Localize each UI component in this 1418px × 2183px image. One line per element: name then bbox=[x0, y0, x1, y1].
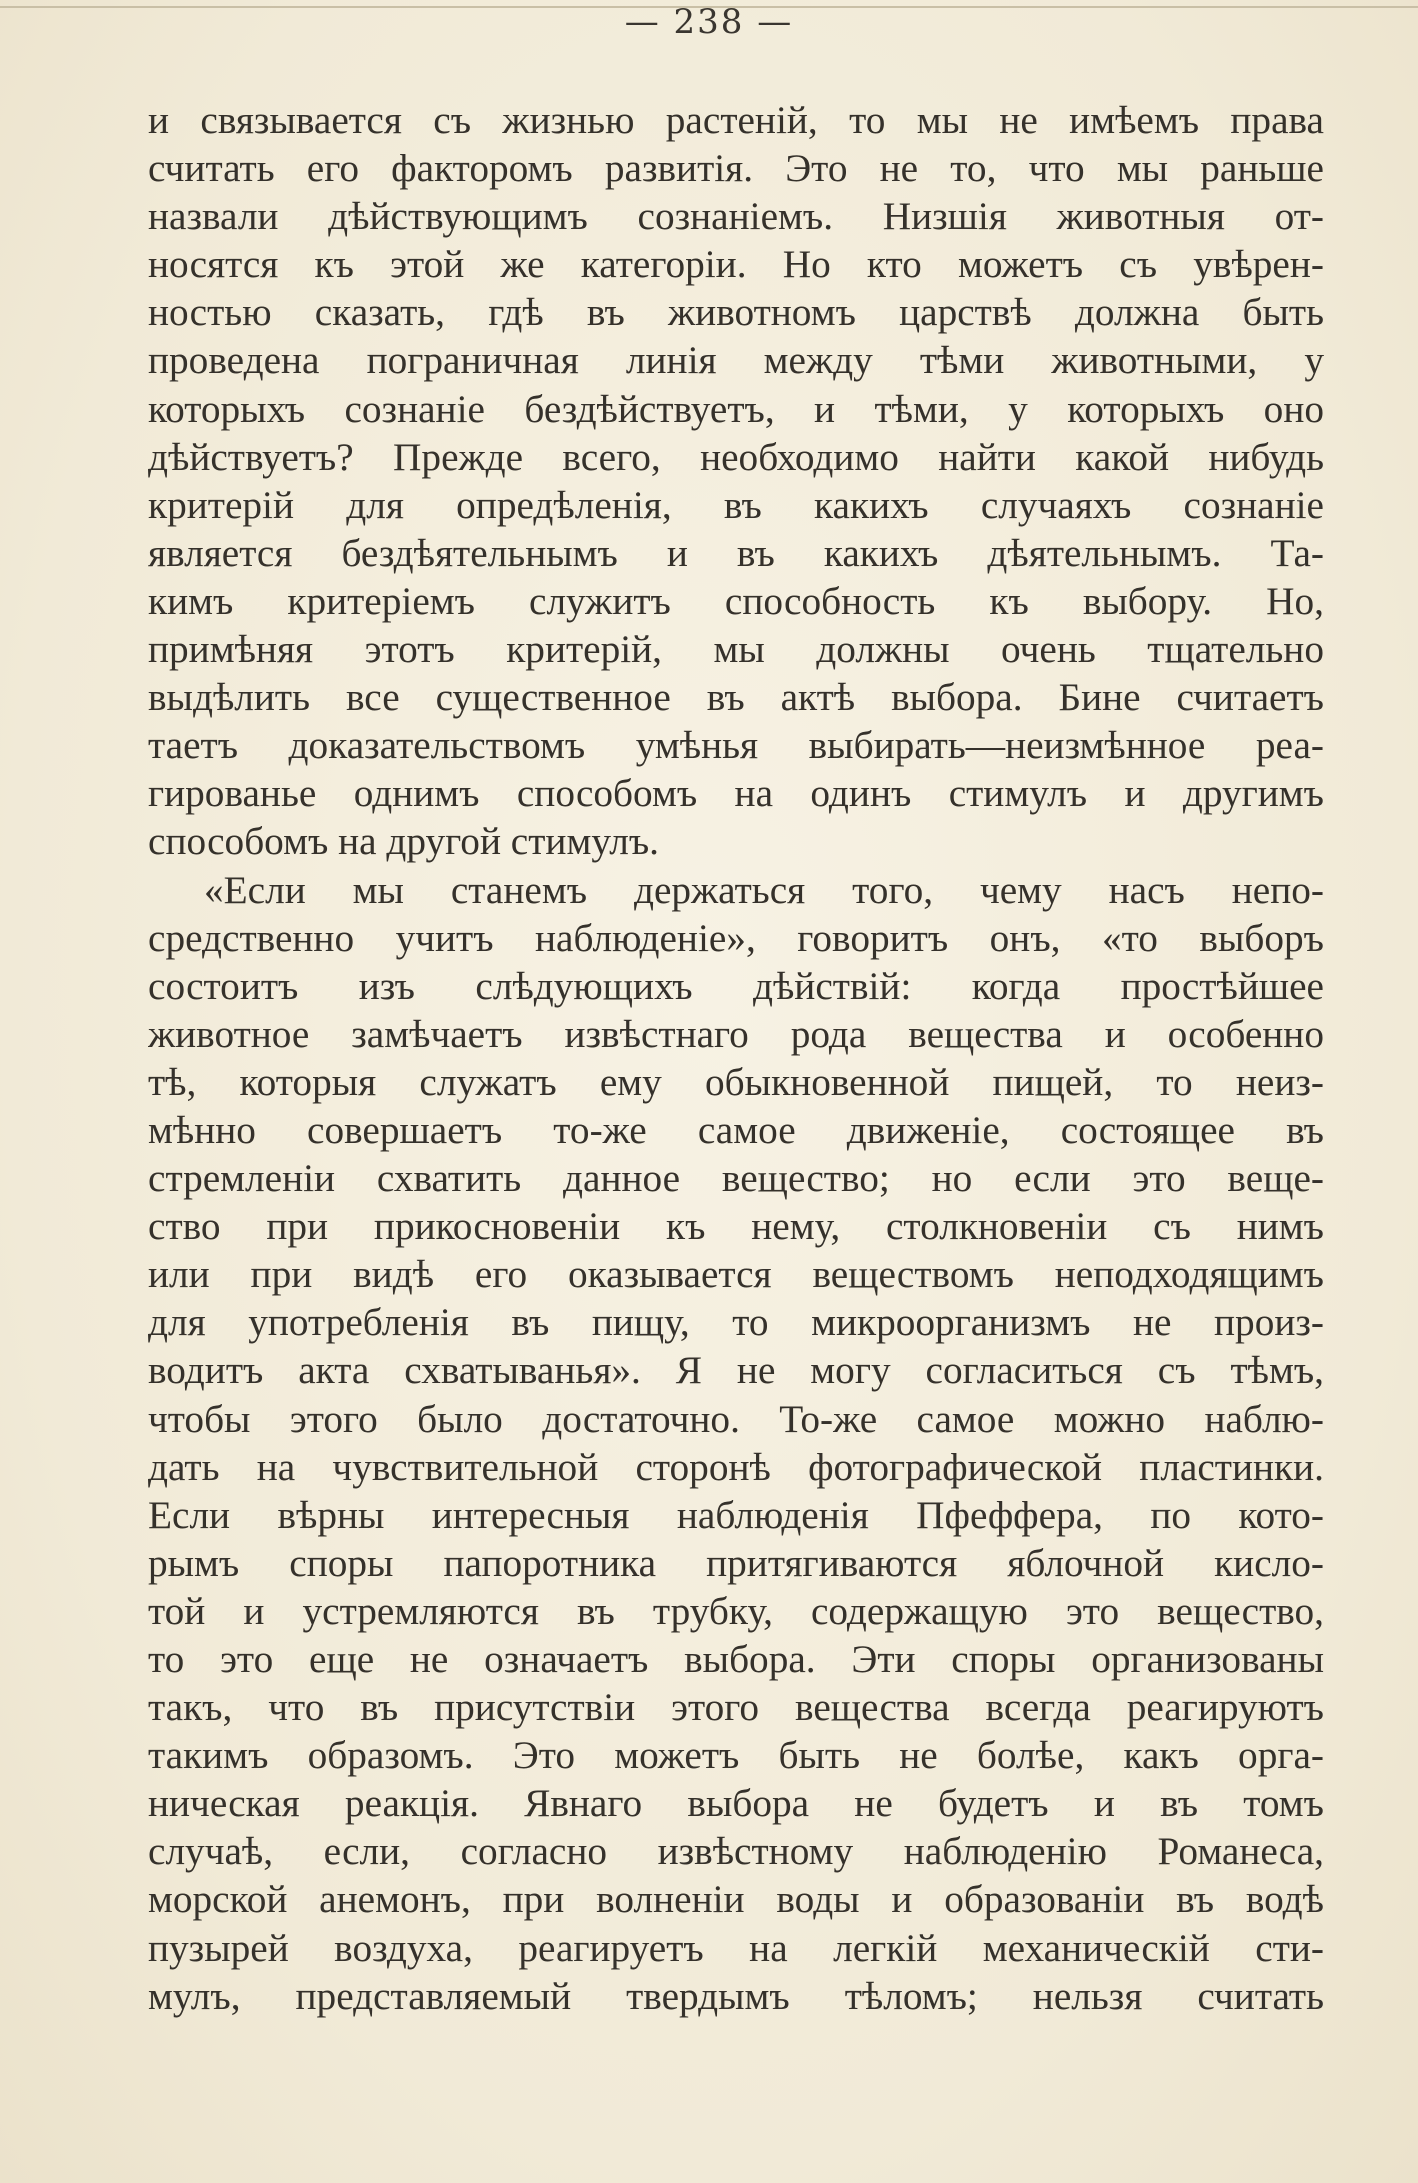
text-line: мулъ, представляемый твердымъ тѣломъ; нельзя считать bbox=[148, 1973, 1324, 2018]
text-line: проведена пограничная линія между тѣми животными, у bbox=[148, 338, 1324, 383]
text-line: тѣ, которыя служатъ ему обыкновенной пищей, то неиз- bbox=[148, 1059, 1324, 1104]
page-number: — 238 — bbox=[624, 2, 794, 42]
text-line: случаѣ, если, согласно извѣстному наблюденію Романеса, bbox=[148, 1829, 1324, 1874]
text-line: Если вѣрны интересныя наблюденія Пфеффера, по кото- bbox=[148, 1492, 1324, 1537]
text-line: состоитъ изъ слѣдующихъ дѣйствій: когда простѣйшее bbox=[148, 963, 1324, 1008]
text-line: таетъ доказательствомъ умѣнья выбирать—неизмѣнное реа- bbox=[148, 723, 1324, 768]
body-text bbox=[148, 96, 1324, 2020]
text-line: ство при прикосновеніи къ нему, столкновеніи съ нимъ bbox=[148, 1204, 1324, 1249]
text-line: для употребленія въ пищу, то микроорганизмъ не произ- bbox=[148, 1300, 1324, 1345]
text-line: морской анемонъ, при волненіи воды и образованіи въ водѣ bbox=[148, 1877, 1324, 1922]
text-line: стремленіи схватить данное вещество; но если это веще- bbox=[148, 1156, 1324, 1201]
text-line: ностью сказать, гдѣ въ животномъ царствѣ должна быть bbox=[148, 290, 1324, 335]
text-line: назвали дѣйствующимъ сознаніемъ. Низшія животныя от- bbox=[148, 194, 1324, 239]
text-line: которыхъ сознаніе бездѣйствуетъ, и тѣми, у которыхъ оно bbox=[148, 386, 1324, 431]
text-line: средственно учитъ наблюденіе», говоритъ онъ, «то выборъ bbox=[148, 915, 1324, 960]
text-line: или при видѣ его оказывается веществомъ неподходящимъ bbox=[148, 1252, 1324, 1297]
text-line: критерій для опредѣленія, въ какихъ случаяхъ сознаніе bbox=[148, 482, 1324, 527]
text-line: водитъ акта схватыванья». Я не могу согласиться съ тѣмъ, bbox=[148, 1348, 1324, 1393]
text-line: дать на чувствительной сторонѣ фотографической пластинки. bbox=[148, 1444, 1324, 1489]
text-line: ническая реакція. Явнаго выбора не будетъ и въ томъ bbox=[148, 1781, 1324, 1826]
text-line: является бездѣятельнымъ и въ какихъ дѣятельнымъ. Та- bbox=[148, 530, 1324, 575]
text-line: мѣнно совершаетъ то-же самое движеніе, состоящее въ bbox=[148, 1107, 1324, 1152]
text-line: носятся къ этой же категоріи. Но кто можетъ съ увѣрен- bbox=[148, 242, 1324, 287]
text-line: то это еще не означаетъ выбора. Эти споры организованы bbox=[148, 1637, 1324, 1681]
text-line: такимъ образомъ. Это можетъ быть не болѣе, какъ орга- bbox=[148, 1733, 1324, 1778]
paragraph-start-line: «Если мы станемъ держаться того, чему насъ непо- bbox=[204, 867, 1324, 912]
text-line: примѣняя этотъ критерій, мы должны очень тщательно bbox=[148, 627, 1324, 672]
text-line: кимъ критеріемъ служитъ способность къ выбору. Но, bbox=[148, 578, 1324, 623]
text-line: той и устремляются въ трубку, содержащую это вещество, bbox=[148, 1588, 1324, 1633]
text-line: животное замѣчаетъ извѣстнаго рода вещества и особенно bbox=[148, 1011, 1324, 1056]
text-line: пузырей воздуха, реагируетъ на легкій механическій сти- bbox=[148, 1925, 1324, 1970]
text-line: такъ, что въ присутствіи этого вещества всегда реагируютъ bbox=[148, 1685, 1324, 1730]
text-line: рымъ споры папоротника притягиваются яблочной кисло- bbox=[148, 1540, 1324, 1585]
text-line: считать его факторомъ развитія. Это не то, что мы раньше bbox=[148, 146, 1324, 191]
text-line: гированье однимъ способомъ на одинъ стимулъ и другимъ bbox=[148, 771, 1324, 816]
text-line: и связывается съ жизнью растеній, то мы не имѣемъ права bbox=[148, 98, 1324, 142]
text-line: чтобы этого было достаточно. То-же самое можно наблю- bbox=[148, 1396, 1324, 1441]
text-line: выдѣлить все существенное въ актѣ выбора. Бине считаетъ bbox=[148, 675, 1324, 720]
text-line: дѣйствуетъ? Прежде всего, необходимо найти какой нибудь bbox=[148, 434, 1324, 479]
text-line: способомъ на другой стимулъ. bbox=[148, 819, 659, 864]
